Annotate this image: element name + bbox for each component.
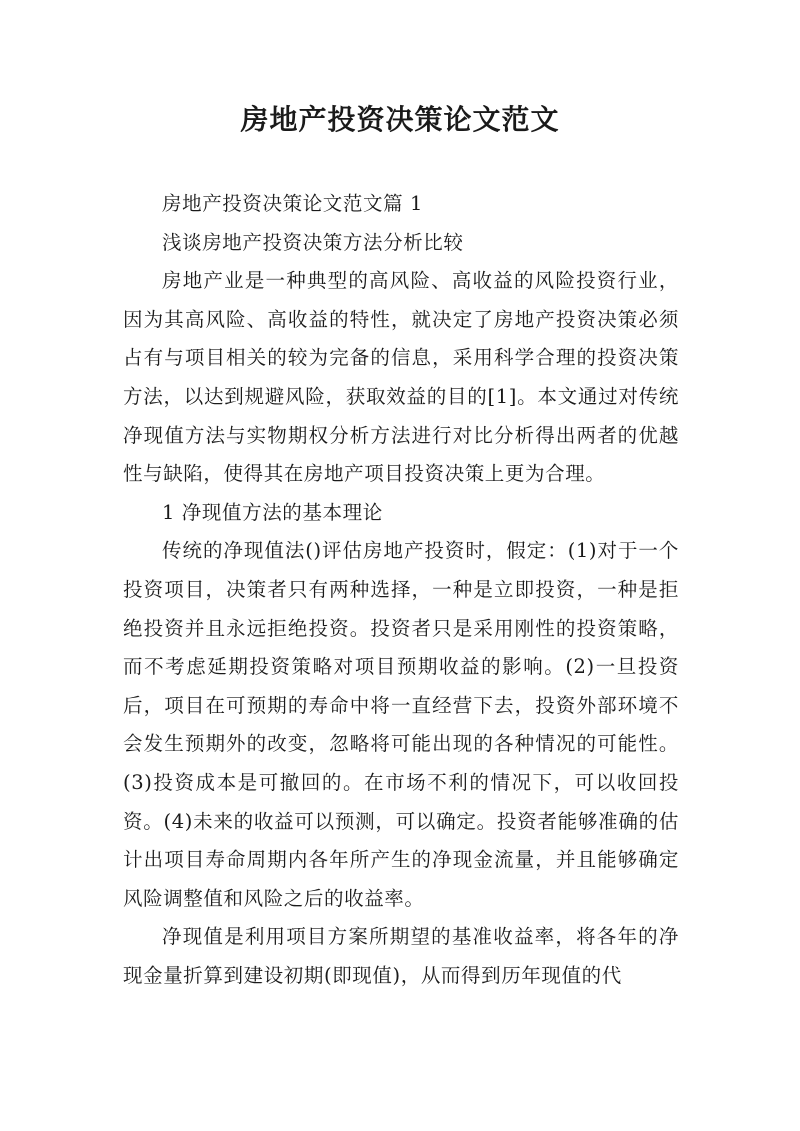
body-paragraph-npv-assumptions: 传统的净现值法()评估房地产投资时，假定：(1)对于一个投资项目，决策者只有两种选择，一种是立即投资，一种是拒绝投资并且永远拒绝投资。投资者只是采用刚性的投资策略，而不考虑延期投资策略对项目预期收益的影响。(2)一旦投资后，项目在可预期的寿命中将一直经营下去，投资外部环境不会发生预期外的改变，忽略将可能出现的各种情况的可能性。(3)投资成本是可撤回的。在市场不利的情况下，可以收回投资。(4)未来的收益可以预测，可以确定。投资者能够准确的估计出项目寿命周期内各年所产生的净现金流量，并且能够确定风险调整值和风险之后的收益率。 bbox=[123, 539, 679, 910]
document-title: 房地产投资决策论文范文 bbox=[240, 103, 560, 136]
body-paragraph-intro: 房地产业是一种典型的高风险、高收益的风险投资行业，因为其高风险、高收益的特性，就决定了房地产投资决策必须占有与项目相关的较为完备的信息，采用科学合理的投资决策方法，以达到规避风险，获取效益的目的[1]。本文通过对传统净现值方法与实物期权分析方法进行对比分析得出两者的优越性与缺陷，使得其在房地产项目投资决策上更为合理。 bbox=[123, 269, 679, 486]
document-body bbox=[123, 185, 679, 995]
body-paragraph-npv-definition: 净现值是利用项目方案所期望的基准收益率，将各年的净现金量折算到建设初期(即现值)，从而得到历年现值的代 bbox=[123, 925, 679, 987]
section-heading-article: 房地产投资决策论文范文篇 1 bbox=[162, 192, 424, 215]
article-subtitle: 浅谈房地产投资决策方法分析比较 bbox=[162, 230, 464, 254]
section-heading-npv: 1 净现值方法的基本理论 bbox=[162, 500, 383, 524]
